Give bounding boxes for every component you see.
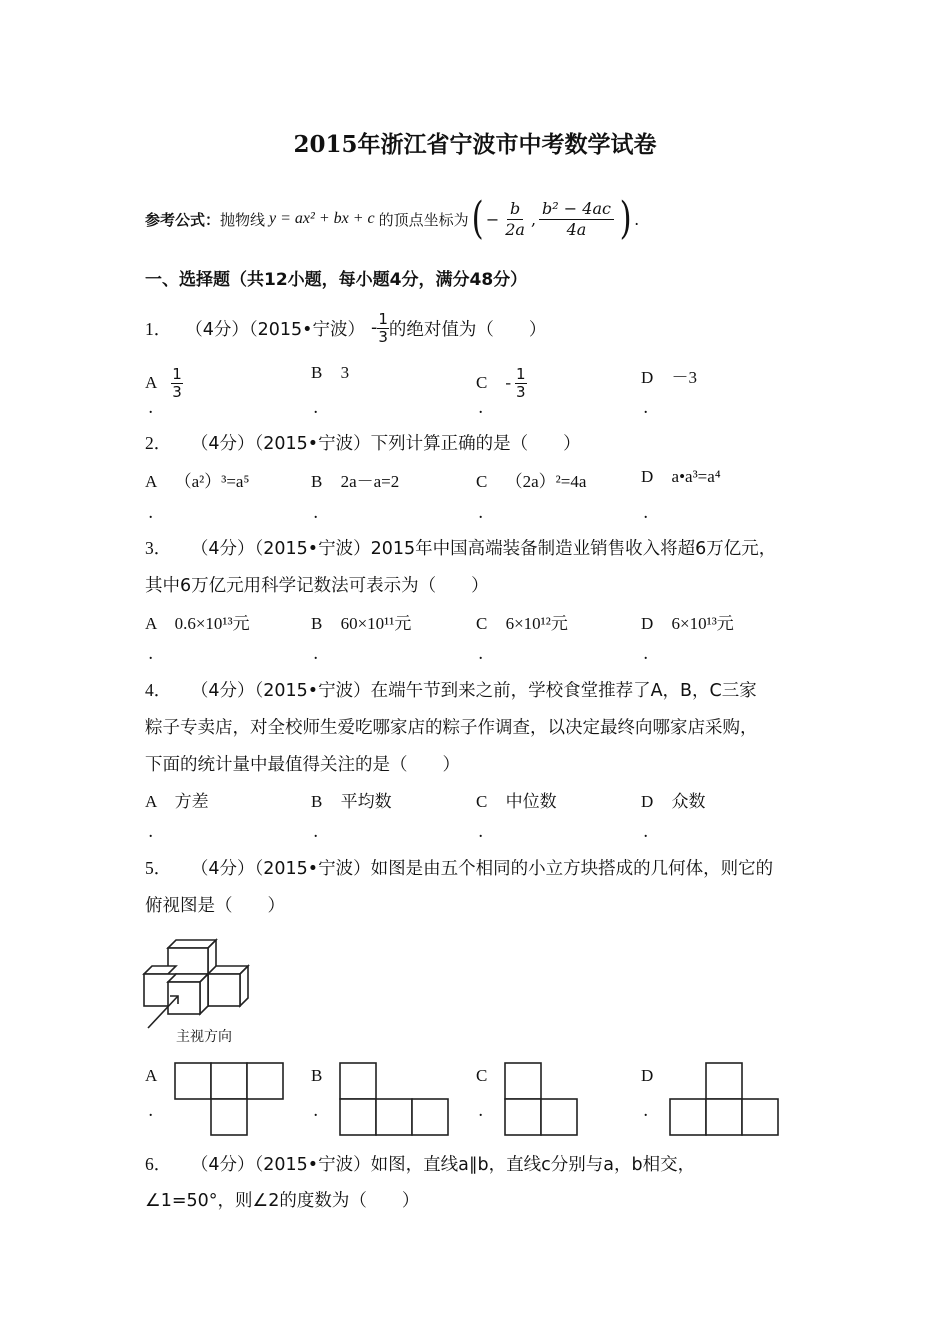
q3-option-a[interactable]: A 0.6×10¹³元 xyxy=(145,614,250,633)
option-dot: . xyxy=(478,1101,484,1121)
question-5-line-2: 俯视图是（ ） xyxy=(145,896,285,916)
option-dot: . xyxy=(313,1101,319,1121)
q5-option-a[interactable]: A xyxy=(145,1066,158,1085)
formula-text-before: 抛物线 xyxy=(220,210,266,229)
q1-option-a-fraction: 1 3 xyxy=(172,364,182,401)
q2-option-d[interactable]: D a•a³=a⁴ xyxy=(641,467,721,486)
option-dot: . xyxy=(313,822,319,842)
option-dot: . xyxy=(643,822,649,842)
question-3: 3． （4分）（2015•宁波）2015年中国高端装备制造业销售收入将超6万亿元， xyxy=(145,538,777,559)
option-dot: . xyxy=(148,503,154,523)
q5-option-b[interactable]: B xyxy=(311,1066,323,1085)
vertex-x-fraction: $\frac{b}{2a}$ xyxy=(505,198,525,239)
q1-option-d[interactable]: D －3 xyxy=(641,368,698,387)
question-6: 6． （4分）（2015•宁波）如图，直线a∥b，直线c分别与a，b相交， xyxy=(145,1154,696,1175)
q5-option-c[interactable]: C xyxy=(476,1066,488,1085)
question-4: 4． （4分）（2015•宁波）在端午节到来之前，学校食堂推荐了A，B，C三家 xyxy=(145,680,757,701)
figure-label: 主视方向 xyxy=(176,1029,232,1045)
cube-figure xyxy=(140,930,255,1030)
option-dot: . xyxy=(478,398,484,418)
question-4-line-2: 粽子专卖店，对全校师生爱吃哪家店的粽子作调查，以决定最终向哪家店采购， xyxy=(145,718,758,738)
question-6-line-2: ∠1=50°，则∠2的度数为（ ） xyxy=(145,1191,420,1211)
formula-label: 参考公式： xyxy=(145,210,221,229)
question-1: 1． （4分）（2015•宁波） - 1 3 的绝对值为（ ） xyxy=(145,309,547,346)
formula-equation: y = ax² + bx + c xyxy=(269,210,375,227)
left-paren: ( xyxy=(471,193,484,244)
right-paren: ) xyxy=(619,193,632,244)
q1-option-c[interactable]: C - 1 3 xyxy=(476,364,526,401)
formula-text-mid: 的顶点坐标为 xyxy=(378,210,469,229)
q3-option-c[interactable]: C 6×10¹²元 xyxy=(476,614,568,633)
q1-option-a[interactable]: A 1 3 xyxy=(145,364,182,401)
question-4-line-3: 下面的统计量中最值得关注的是（ ） xyxy=(145,755,460,775)
q5-option-c-grid xyxy=(504,1062,578,1136)
question-2: 2． （4分）（2015•宁波）下列计算正确的是（ ） xyxy=(145,433,581,454)
option-dot: . xyxy=(148,822,154,842)
q5-option-a-grid xyxy=(174,1062,284,1136)
q3-option-b[interactable]: B 60×10¹¹元 xyxy=(311,614,412,633)
q4-option-b[interactable]: B 平均数 xyxy=(311,792,392,812)
q4-option-d[interactable]: D 众数 xyxy=(641,792,706,812)
q2-option-b[interactable]: B 2a－a=2 xyxy=(311,472,400,491)
q4-option-a[interactable]: A 方差 xyxy=(145,792,209,812)
option-dot: . xyxy=(313,398,319,418)
question-5: 5． （4分）（2015•宁波）如图是由五个相同的小立方块搭成的几何体，则它的 xyxy=(145,858,774,879)
q5-option-b-grid xyxy=(339,1062,449,1136)
reference-formula: 参考公式： 抛物线 y = ax² + bx + c 的顶点坐标为 ( − $\frac{b}{2a}$ , $\frac{\text{b² − 4ac}}{4a}$ ) . xyxy=(145,193,640,244)
option-dot: . xyxy=(478,644,484,664)
page-title: 2015年浙江省宁波市中考数学试卷 xyxy=(293,131,657,158)
q1-fraction: 1 3 xyxy=(378,309,388,346)
q5-option-d-grid xyxy=(669,1062,779,1136)
option-dot: . xyxy=(148,398,154,418)
option-dot: . xyxy=(478,503,484,523)
option-dot: . xyxy=(313,644,319,664)
option-dot: . xyxy=(643,1101,649,1121)
q2-option-a[interactable]: A （a²）³=a⁵ xyxy=(145,472,250,491)
option-dot: . xyxy=(643,398,649,418)
option-dot: . xyxy=(148,644,154,664)
q3-option-d[interactable]: D 6×10¹³元 xyxy=(641,614,734,633)
option-dot: . xyxy=(643,503,649,523)
q1-option-b[interactable]: B 3 xyxy=(311,363,350,382)
q2-option-c[interactable]: C （2a）²=4a xyxy=(476,472,587,491)
vertex-y-fraction: $\frac{\text{b² − 4ac}}{4a}$ xyxy=(539,199,614,240)
section-heading: 一、选择题（共12小题，每小题4分，满分48分） xyxy=(145,270,528,290)
q1-option-c-fraction: 1 3 xyxy=(516,364,526,401)
question-3-line-2: 其中6万亿元用科学记数法可表示为（ ） xyxy=(145,576,489,596)
q5-option-d[interactable]: D xyxy=(641,1066,654,1085)
option-dot: . xyxy=(313,503,319,523)
option-dot: . xyxy=(643,644,649,664)
option-dot: . xyxy=(148,1101,154,1121)
option-dot: . xyxy=(478,822,484,842)
q4-option-c[interactable]: C 中位数 xyxy=(476,792,557,812)
